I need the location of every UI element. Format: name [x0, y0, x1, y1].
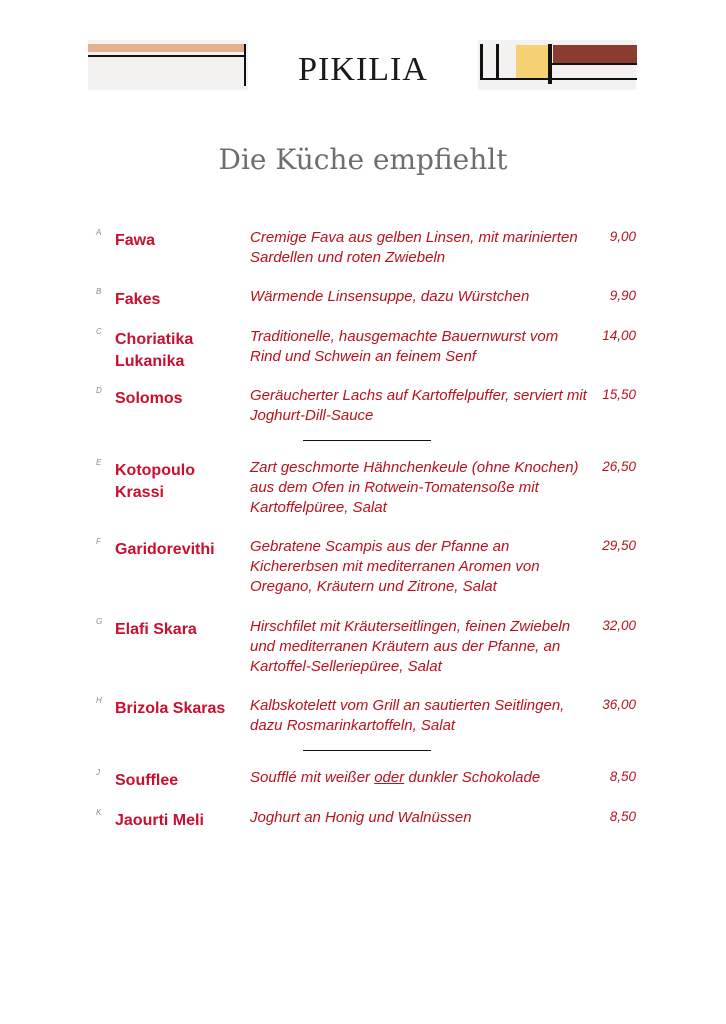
desc-part-1: Soufflé mit weißer	[250, 769, 375, 786]
dish-description: Traditionelle, hausgemachte Bauernwurst vom Rind und Schwein an feinem Senf	[250, 328, 559, 365]
dish-name: Kotopoulo Krassi	[115, 462, 195, 501]
section-divider	[303, 440, 431, 441]
dish-description: Joghurt an Honig und Walnüssen	[250, 809, 472, 826]
dish-name: Fawa	[115, 232, 156, 249]
dish-description: Wärmende Linsensuppe, dazu Würstchen	[250, 288, 530, 305]
dish-name: Garidorevithi	[115, 541, 215, 558]
item-letter: A	[96, 228, 102, 237]
dish-description: Gebratene Scampis aus der Pfanne an Kichererbsen mit mediterranen Aromen von Oregano, Kräutern und Zitrone, Salat	[250, 538, 540, 595]
page-header	[0, 0, 726, 100]
item-letter: F	[96, 537, 101, 546]
dish-name: Solomos	[115, 390, 183, 407]
dish-name: Soufflee	[115, 772, 179, 789]
brand-logo: PIKILIA	[298, 51, 428, 88]
desc-part-2: dunkler Schokolade	[404, 769, 541, 786]
item-letter: E	[96, 458, 102, 467]
dish-price: 29,50	[602, 538, 636, 553]
dish-name: Jaourti Meli	[115, 812, 204, 829]
dish-price: 26,50	[602, 459, 636, 474]
item-letter: H	[96, 696, 102, 705]
page-title: Die Küche empfiehlt	[218, 143, 508, 176]
item-letter: G	[96, 617, 103, 626]
dish-description	[250, 768, 588, 788]
item-letter: B	[96, 287, 102, 296]
dish-name: Elafi Skara	[115, 621, 197, 638]
dish-name: Fakes	[115, 291, 161, 308]
dish-price: 32,00	[602, 618, 636, 633]
section-divider	[303, 750, 431, 751]
dish-description: Geräucherter Lachs auf Kartoffelpuffer, serviert mit Joghurt-Dill-Sauce	[250, 387, 587, 424]
dish-description: Cremige Fava aus gelben Linsen, mit marinierten Sardellen und roten Zwiebeln	[250, 229, 578, 266]
item-letter: K	[96, 808, 102, 817]
item-letter: C	[96, 327, 102, 336]
dish-price: 9,00	[609, 229, 636, 244]
dish-price: 36,00	[602, 697, 636, 712]
dish-price: 9,90	[609, 288, 636, 303]
dish-name: Brizola Skaras	[115, 700, 226, 717]
item-letter: D	[96, 386, 102, 395]
desc-underlined-word: oder	[374, 769, 405, 786]
dish-price: 14,00	[602, 328, 636, 343]
dish-price: 15,50	[602, 387, 636, 402]
dish-price: 8,50	[609, 769, 636, 784]
dish-name: Choriatika Lukanika	[115, 331, 194, 370]
dish-description: Hirschfilet mit Kräuterseitlingen, feinen Zwiebeln und mediterranen Kräutern aus der Pfanne, an Kartoffel-Selleriepüree, Salat	[250, 618, 571, 675]
dish-description: Zart geschmorte Hähnchenkeule (ohne Knochen) aus dem Ofen in Rotwein-Tomatensoße mit Kartoffelpüree, Salat	[250, 459, 579, 516]
dish-price: 8,50	[609, 809, 636, 824]
dish-description: Kalbskotelett vom Grill an sautierten Seitlingen, dazu Rosmarinkartoffeln, Salat	[250, 697, 565, 734]
item-letter: J	[96, 768, 100, 777]
